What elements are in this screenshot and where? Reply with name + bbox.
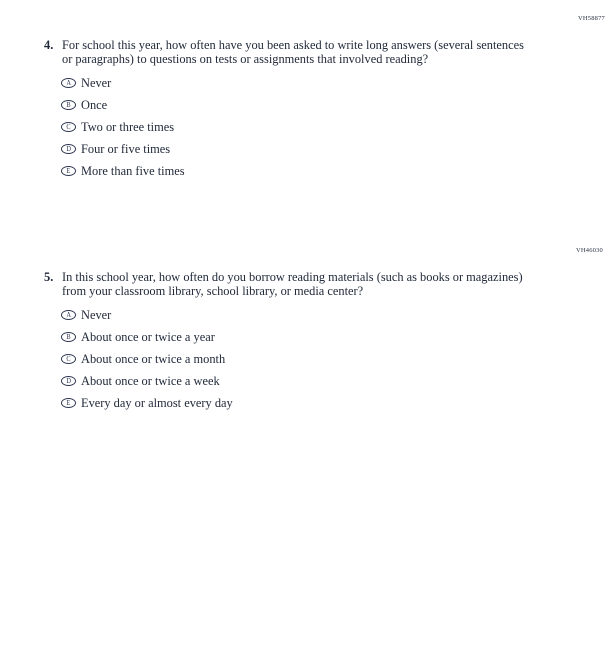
question-number: 5.: [44, 270, 54, 284]
bubble-letter: E: [66, 398, 71, 408]
bubble-letter: E: [66, 166, 71, 176]
answer-bubble-D[interactable]: [61, 376, 76, 386]
answer-option: [61, 72, 540, 94]
bubble-letter: D: [66, 376, 71, 386]
answer-option: [61, 304, 540, 326]
answer-bubble-A[interactable]: [61, 78, 76, 88]
question-text: In this school year, how often do you borrow reading materials (such as books or magazines) from your classroom library, school library, or media center?: [62, 270, 523, 298]
answer-option: [61, 138, 540, 160]
answer-label: About once or twice a week: [81, 374, 220, 388]
answer-option: [61, 116, 540, 138]
answer-label: Every day or almost every day: [81, 396, 233, 410]
bubble-letter: A: [66, 310, 71, 320]
options-list: [61, 72, 540, 182]
item-code: VH58877: [577, 15, 605, 22]
bubble-letter: D: [66, 144, 71, 154]
item-code: VH46030: [575, 247, 603, 254]
answer-label: Once: [81, 98, 108, 112]
answer-option: [61, 348, 540, 370]
question-body: [62, 270, 540, 414]
bubble-letter: C: [66, 354, 71, 364]
answer-option: [61, 392, 540, 414]
question-text: For school this year, how often have you been asked to write long answers (several sentences or paragraphs) to questions on tests or assignments that involved reading?: [62, 38, 524, 66]
answer-option: [61, 326, 540, 348]
answer-option: [61, 94, 540, 116]
answer-label: About once or twice a year: [81, 330, 215, 344]
answer-label: Never: [81, 76, 112, 90]
answer-bubble-D[interactable]: [61, 144, 76, 154]
answer-bubble-A[interactable]: [61, 310, 76, 320]
answer-bubble-E[interactable]: [61, 398, 76, 408]
question-body: [62, 38, 540, 182]
question-4: [44, 38, 540, 182]
answer-bubble-E[interactable]: [61, 166, 76, 176]
answer-label: Two or three times: [81, 120, 175, 134]
bubble-letter: C: [66, 122, 71, 132]
answer-bubble-B[interactable]: [61, 100, 76, 110]
answer-label: About once or twice a month: [81, 352, 226, 366]
answer-label: Four or five times: [81, 142, 171, 156]
answer-bubble-C[interactable]: [61, 122, 76, 132]
answer-option: [61, 160, 540, 182]
question-5: [44, 270, 540, 414]
answer-label: Never: [81, 308, 112, 322]
answer-bubble-C[interactable]: [61, 354, 76, 364]
answer-label: More than five times: [81, 164, 185, 178]
question-number: 4.: [44, 38, 54, 52]
answer-bubble-B[interactable]: [61, 332, 76, 342]
bubble-letter: A: [66, 78, 71, 88]
answer-option: [61, 370, 540, 392]
bubble-letter: B: [66, 100, 71, 110]
bubble-letter: B: [66, 332, 71, 342]
options-list: [61, 304, 540, 414]
